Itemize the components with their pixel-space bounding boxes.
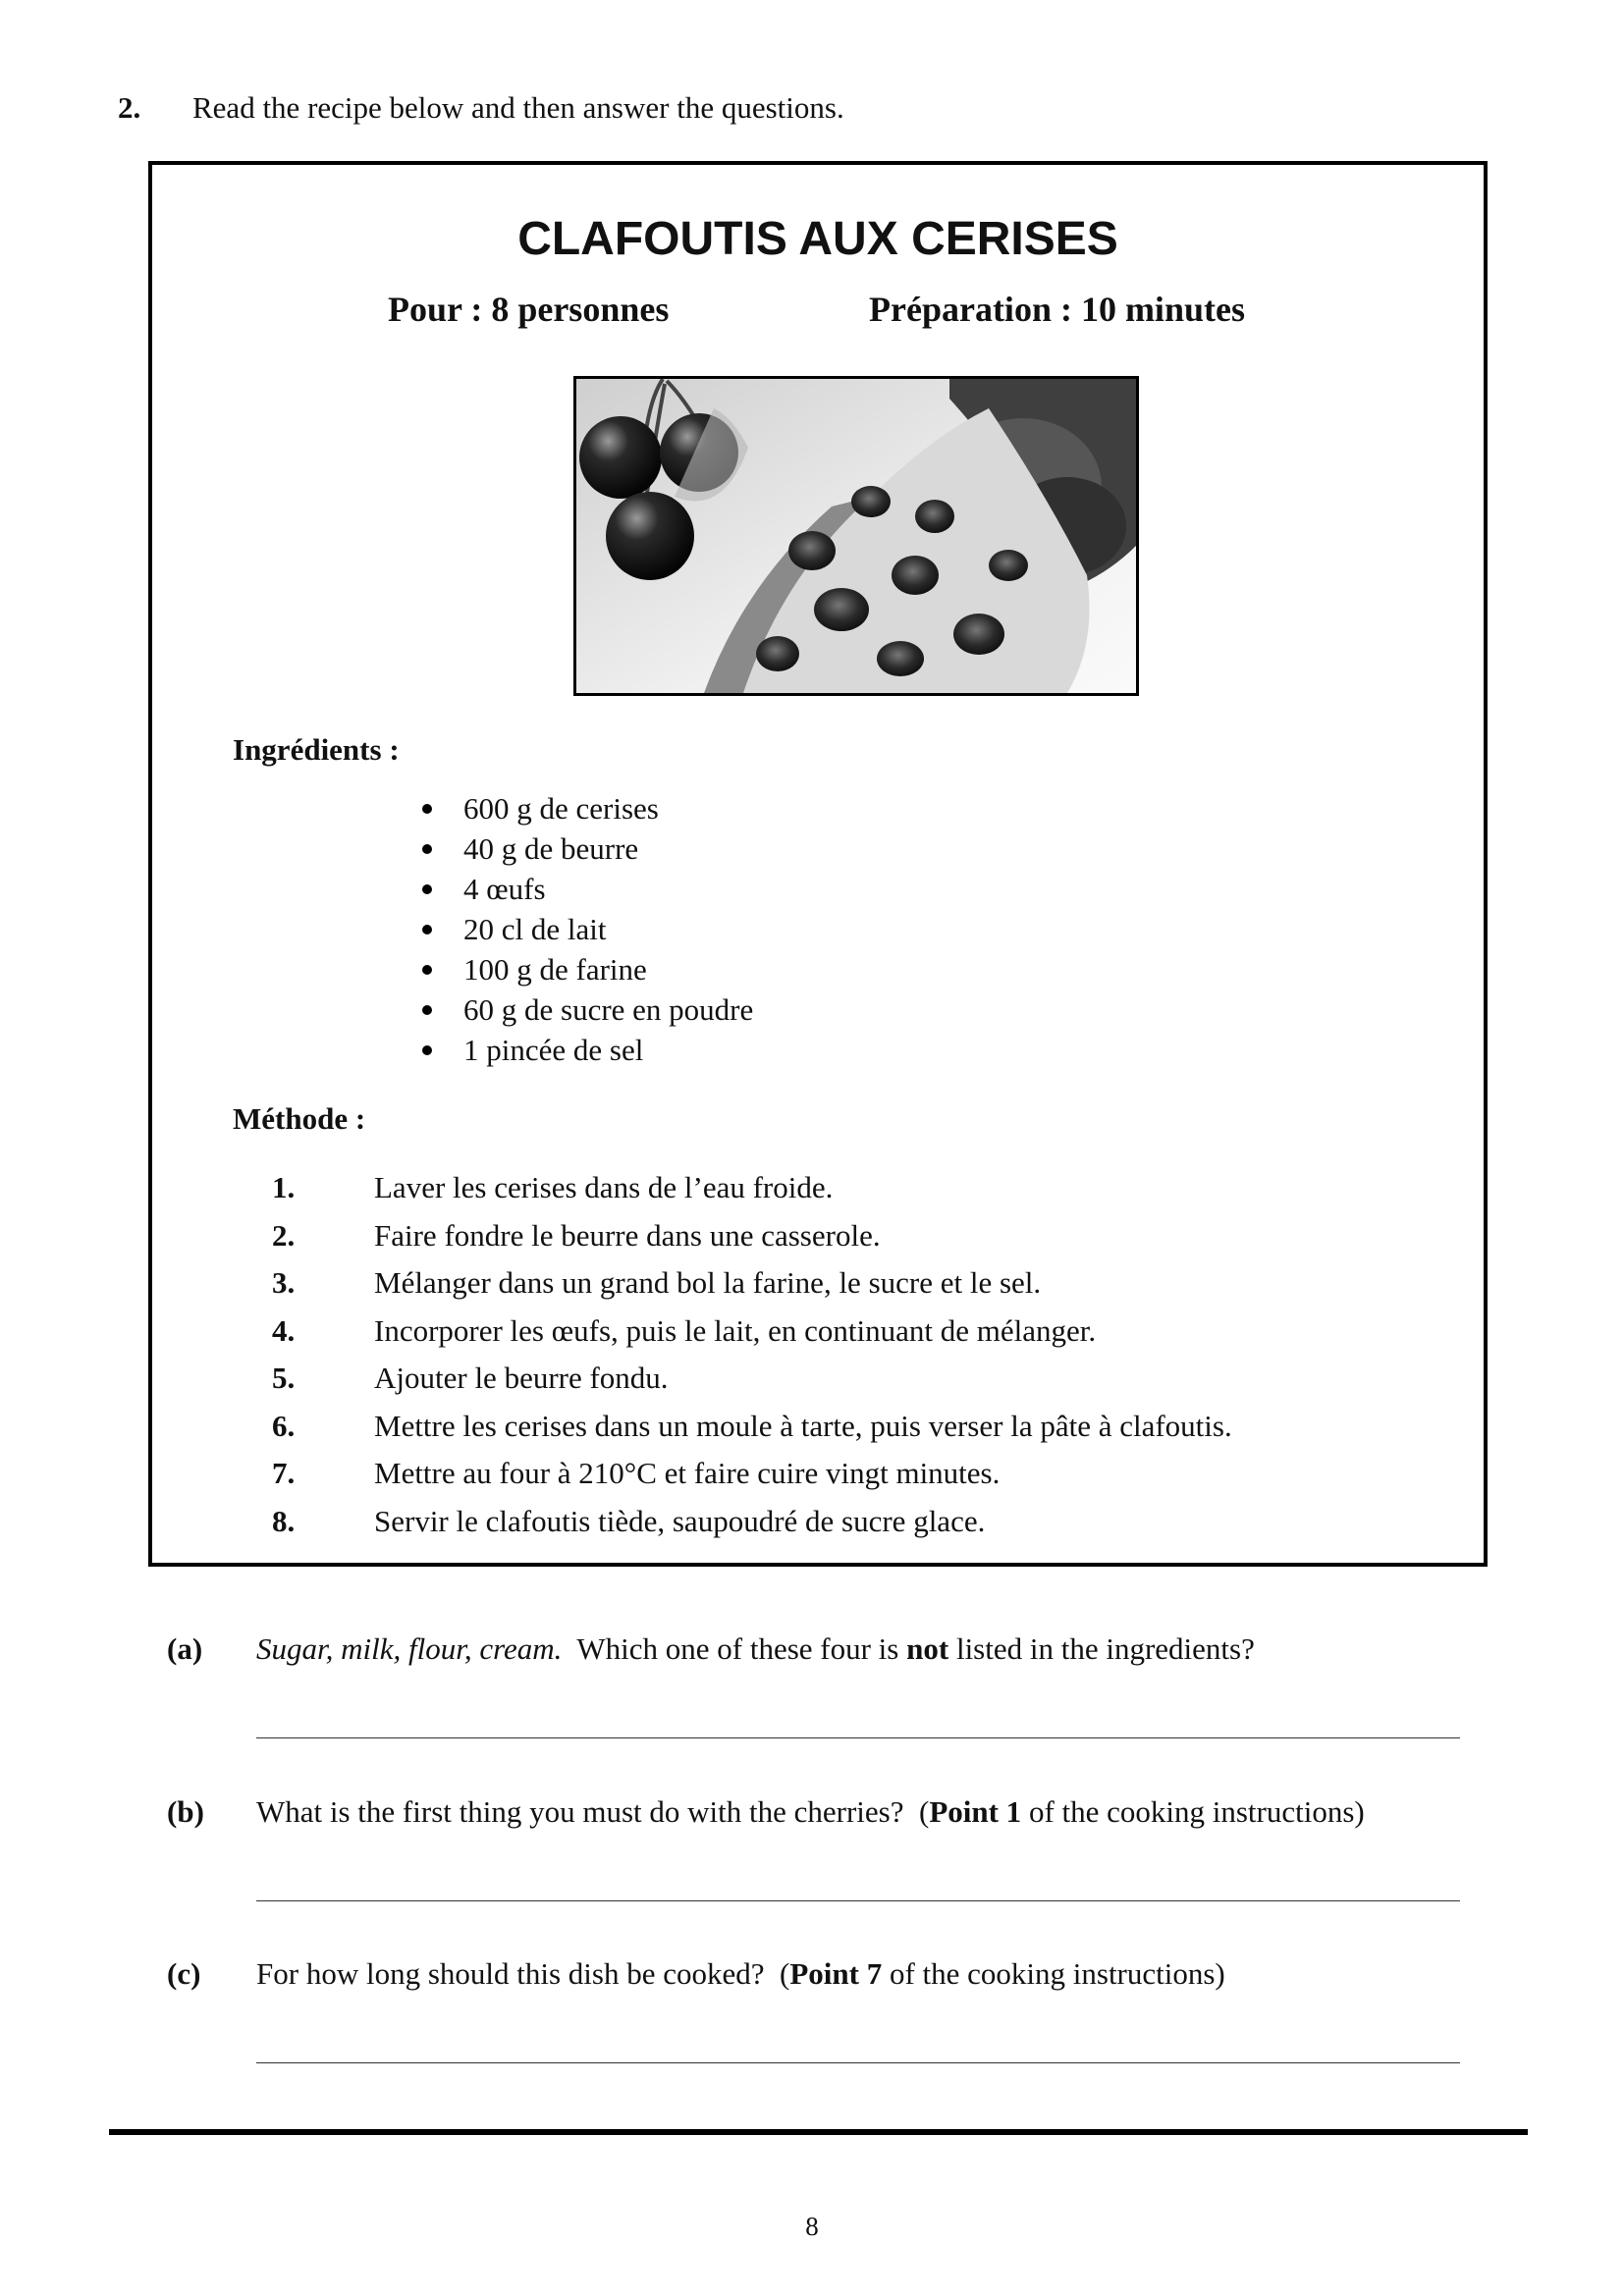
step-number: 2. — [272, 1217, 296, 1253]
ingredients-list — [417, 788, 753, 1070]
step-text: Mettre les cerises dans un moule à tarte, puis verser la pâte à clafoutis. — [374, 1408, 1232, 1443]
sub-question-text: What is the first thing you must do with the cherries? ( — [256, 1794, 930, 1829]
step-number: 6. — [272, 1408, 296, 1443]
step-number: 7. — [272, 1456, 296, 1490]
sub-question-text: listed in the ingredients? — [948, 1631, 1255, 1666]
method-step — [272, 1498, 1232, 1546]
recipe-box — [148, 161, 1488, 1567]
recipe-serves: Pour : 8 personnes — [388, 290, 670, 329]
sub-question-label: (b) — [167, 1794, 204, 1829]
method-step — [272, 1259, 1232, 1308]
question-intro-text: Read the recipe below and then answer the questions. — [192, 90, 844, 125]
method-step — [272, 1403, 1232, 1451]
answer-line-c[interactable] — [256, 2062, 1460, 2063]
sub-question-bold: not — [906, 1631, 949, 1666]
step-text: Laver les cerises dans de l’eau froide. — [374, 1170, 834, 1204]
recipe-title: CLAFOUTIS AUX CERISES — [517, 213, 1118, 265]
sub-question-text: For how long should this dish be cooked? ( — [256, 1956, 790, 1991]
ingredient-item: 100 g de farine — [417, 949, 753, 989]
method-step — [272, 1164, 1232, 1212]
ingredient-item: 20 cl de lait — [417, 909, 753, 949]
recipe-prep-time: Préparation : 10 minutes — [869, 290, 1245, 329]
step-text: Ajouter le beurre fondu. — [374, 1361, 669, 1395]
step-number: 1. — [272, 1170, 296, 1204]
recipe-photo — [573, 376, 1139, 696]
method-step — [272, 1308, 1232, 1356]
answer-line-b[interactable] — [256, 1900, 1460, 1901]
method-step — [272, 1212, 1232, 1260]
step-number: 4. — [272, 1312, 296, 1348]
step-number: 5. — [272, 1361, 296, 1395]
step-text: Faire fondre le beurre dans une casserole. — [374, 1217, 881, 1253]
step-text: Incorporer les œufs, puis le lait, en continuant de mélanger. — [374, 1312, 1097, 1348]
sub-question-bold: Point 1 — [929, 1794, 1022, 1829]
sub-question-label: (c) — [167, 1956, 201, 1991]
question-intro — [118, 90, 844, 126]
sub-question-text: of the cooking instructions) — [1021, 1794, 1365, 1829]
sub-question-a — [167, 1631, 1255, 1667]
method-step — [272, 1450, 1232, 1498]
ingredient-item: 4 œufs — [417, 869, 753, 909]
ingredient-item: 600 g de cerises — [417, 788, 753, 828]
ingredients-heading: Ingrédients : — [233, 732, 400, 767]
step-text: Mélanger dans un grand bol la farine, le sucre et le sel. — [374, 1265, 1042, 1300]
question-number: 2. — [118, 90, 141, 125]
sub-question-bold: Point 7 — [789, 1956, 883, 1991]
method-steps — [272, 1164, 1232, 1545]
ingredient-item: 60 g de sucre en poudre — [417, 989, 753, 1030]
sub-question-text: Which one of these four is — [562, 1631, 907, 1666]
sub-question-italic: Sugar, milk, flour, cream. — [256, 1631, 563, 1666]
step-text: Servir le clafoutis tiède, saupoudré de sucre glace. — [374, 1503, 986, 1538]
method-step — [272, 1355, 1232, 1403]
ingredient-item: 1 pincée de sel — [417, 1030, 753, 1070]
footer-rule — [109, 2129, 1528, 2135]
step-number: 8. — [272, 1503, 296, 1538]
page-number: 8 — [805, 2212, 819, 2241]
sub-question-label: (a) — [167, 1631, 203, 1666]
answer-line-a[interactable] — [256, 1737, 1460, 1738]
clafoutis-cherries-photo — [576, 379, 1136, 693]
sub-question-b — [167, 1794, 1365, 1830]
method-heading: Méthode : — [233, 1101, 366, 1136]
step-number: 3. — [272, 1265, 296, 1300]
sub-question-c — [167, 1956, 1225, 1992]
step-text: Mettre au four à 210°C et faire cuire vingt minutes. — [374, 1456, 1001, 1490]
ingredient-item: 40 g de beurre — [417, 828, 753, 869]
sub-question-text: of the cooking instructions) — [882, 1956, 1225, 1991]
